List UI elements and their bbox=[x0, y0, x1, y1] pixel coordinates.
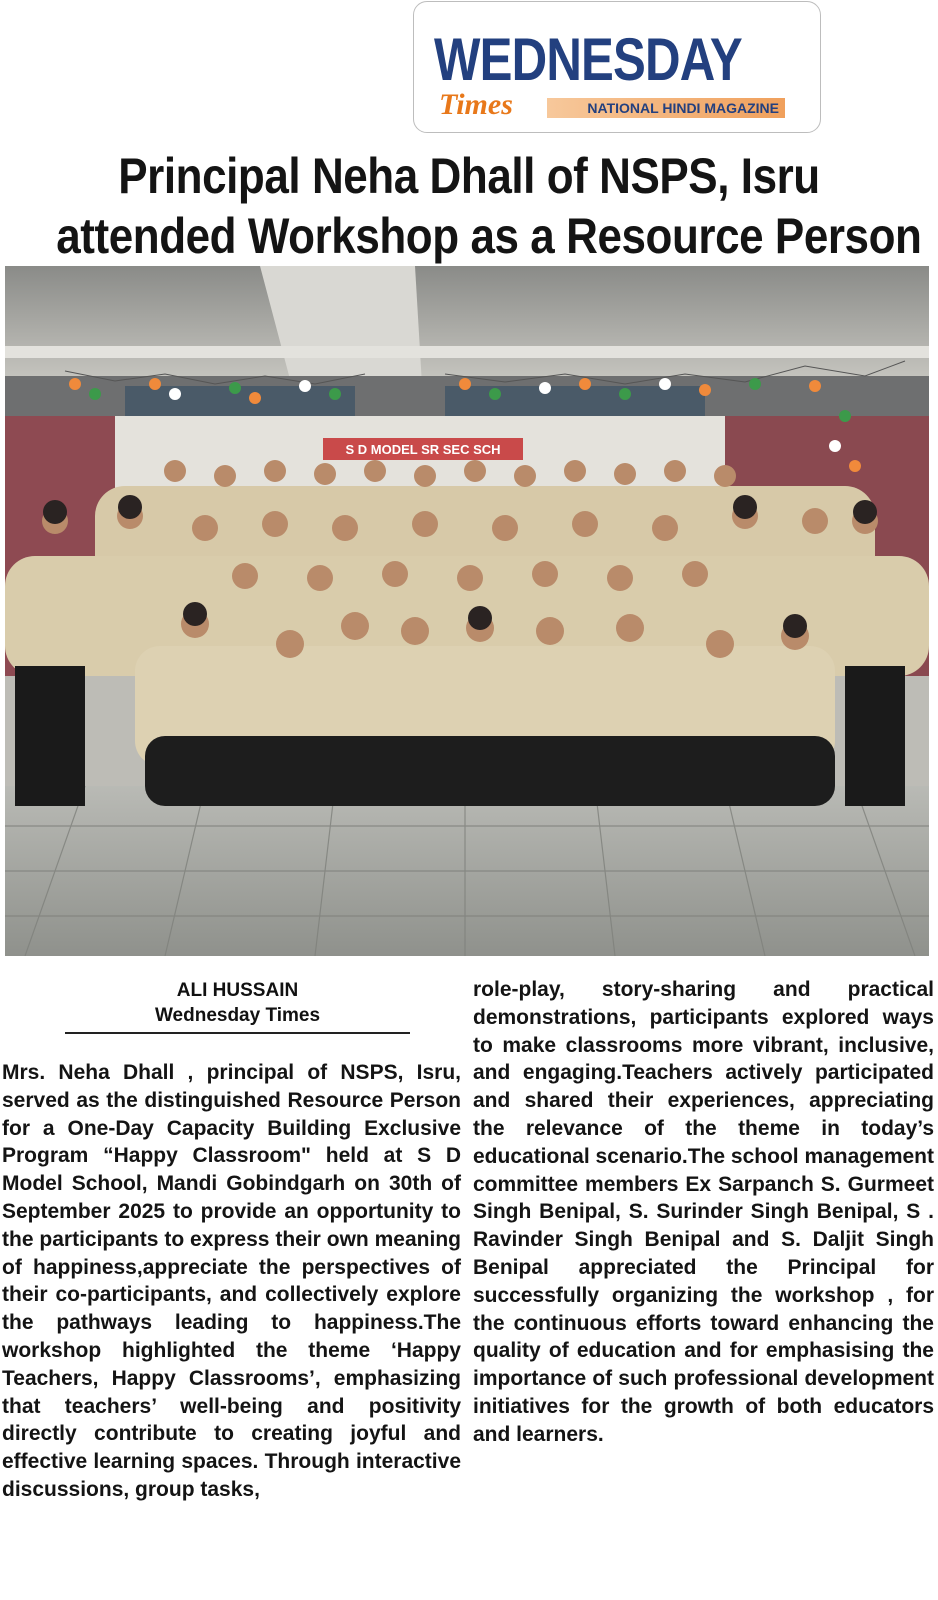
group-photo bbox=[5, 266, 929, 956]
article-column-left: Mrs. Neha Dhall , principal of NSPS, Isru, served as the distinguished Resource Person for a One-Day Capacity Building Exclusive Program “Happy Classroom" held at S D Model School, Mandi Gobindgarh on 30th of September 2025 to provide an opportunity to the participants to express their own meaning of happiness,appreciate the perspectives of their co-participants, and collectively explore the pathways leading to happiness.The workshop highlighted the theme ‘Happy Teachers, Happy Classrooms’, emphasizing that teachers’ well-being and positivity directly contribute to creating joyful and effective learning spaces. Through interactive discussions, group tasks, bbox=[2, 1061, 461, 1501]
stage-banner-text: S D MODEL SR SEC SCH bbox=[345, 442, 501, 457]
byline-author: ALI HUSSAIN bbox=[176, 980, 299, 1001]
article-column-right: role-play, story-sharing and practical demonstrations, participants explored ways to make classrooms more vibrant, inclusive, and engaging.Teachers actively participated and shared their experiences, appreciating the relevance of the theme in today’s educational scenario.The school management committee members Ex Sarpanch S. Gurmeet Singh Benipal, S. Surinder Singh Benipal, S . Ravinder Singh Benipal and S. Daljit Singh Benipal appreciated the Principal for successfully organizing the workshop , for the continuous efforts toward enhancing the quality of education and for emphasising the importance of such professional development initiatives for the growth of both educators and learners. bbox=[473, 978, 934, 1446]
byline bbox=[65, 978, 410, 1028]
group-of-teachers bbox=[5, 460, 929, 806]
byline-divider bbox=[65, 1032, 410, 1034]
headline-line-1: Principal Neha Dhall of NSPS, Isru bbox=[118, 148, 820, 204]
masthead-logo bbox=[413, 1, 821, 133]
article-headline bbox=[0, 146, 938, 266]
masthead-tagline: NATIONAL HINDI MAGAZINE bbox=[547, 98, 785, 118]
headline-line-2: attended Workshop as a Resource Person bbox=[56, 208, 922, 264]
masthead-subtitle: Times bbox=[439, 88, 513, 121]
byline-publication: Wednesday Times bbox=[154, 1005, 321, 1026]
masthead-title: WEDNESDAY bbox=[434, 26, 742, 93]
